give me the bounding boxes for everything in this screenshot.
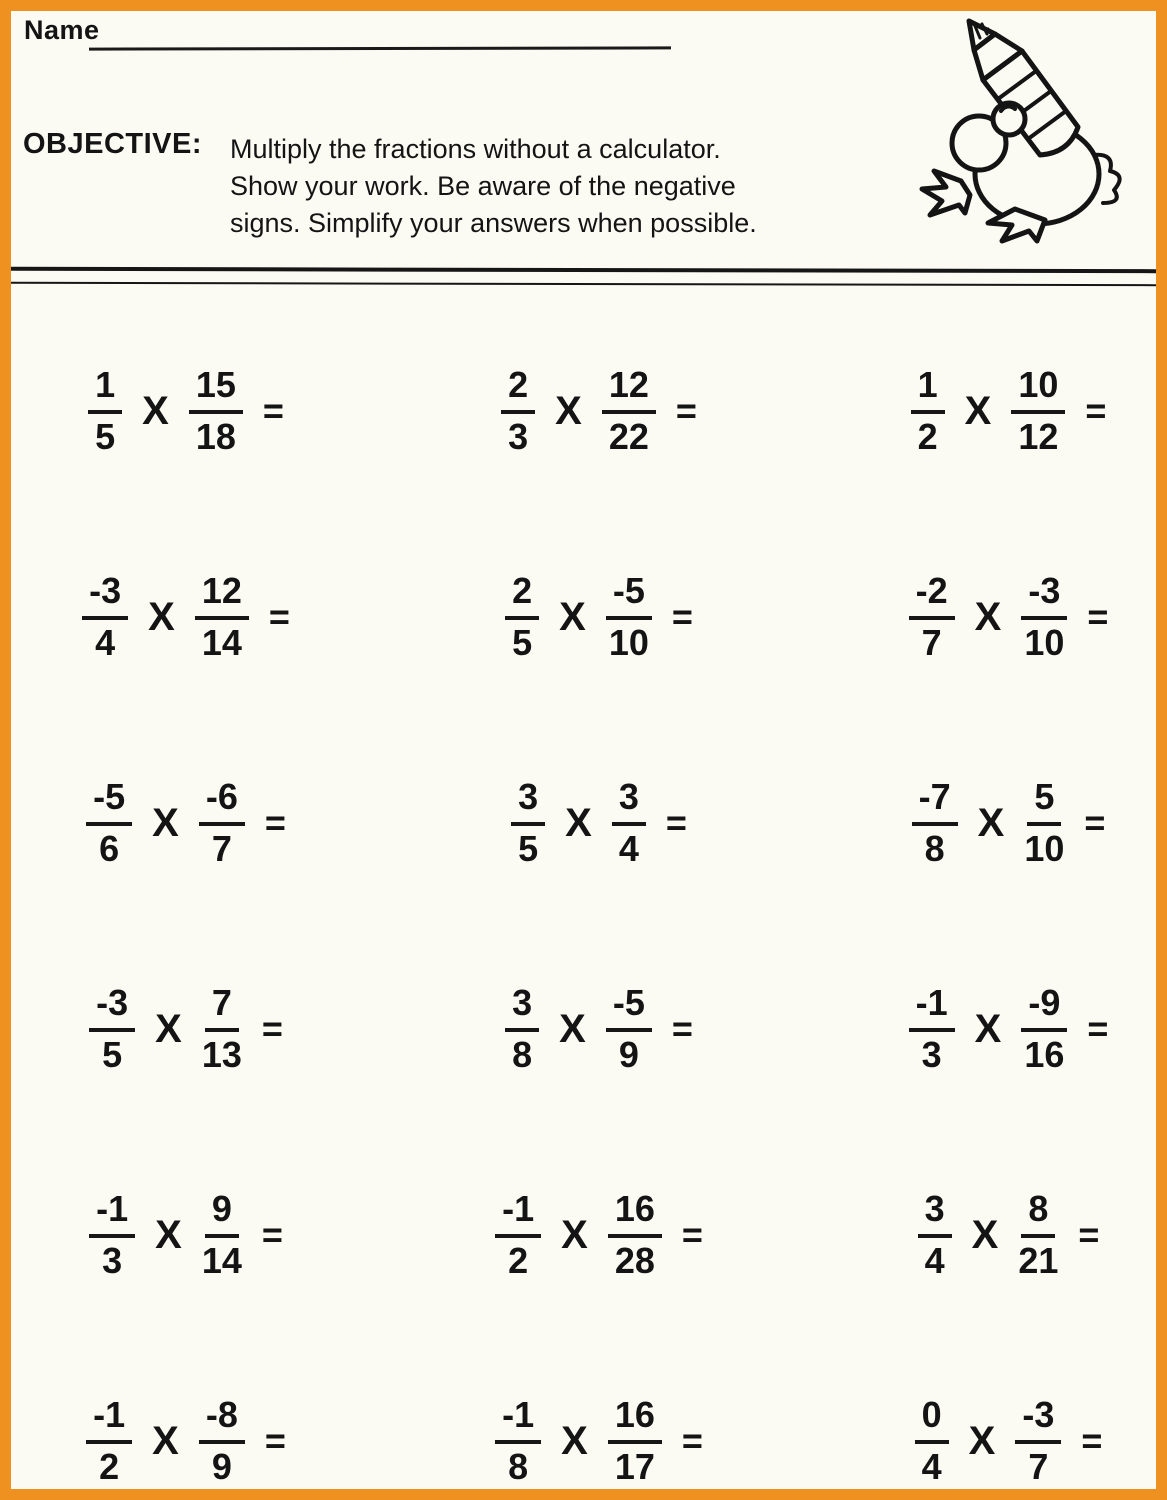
multiply-sign: X [152,800,179,845]
second-fraction [608,1393,662,1487]
denominator: 17 [614,1445,655,1487]
problem-cell [379,1341,819,1489]
denominator: 10 [608,621,649,663]
denominator: 3 [921,1033,942,1075]
multiply-sign: X [152,1418,179,1463]
denominator: 21 [1018,1239,1059,1281]
multiply-sign: X [559,1006,586,1051]
second-fraction [1021,569,1067,663]
second-fraction [199,1393,245,1487]
objective-line-3: signs. Simplify your answers when possible. [230,208,757,238]
first-fraction [909,569,955,663]
numerator: 3 [505,985,539,1032]
denominator: 4 [95,621,116,663]
numerator: -3 [82,573,128,620]
problem-cell [379,517,819,717]
header-divider-thin [11,282,1156,286]
first-fraction [511,775,545,869]
problem-cell [11,1341,361,1489]
denominator: 3 [508,415,529,457]
denominator: 7 [921,621,942,663]
multiply-sign: X [155,1212,182,1257]
equals-sign: = [1078,1214,1100,1255]
second-fraction [1011,363,1065,457]
denominator: 16 [1024,1033,1065,1075]
first-fraction [505,981,539,1075]
denominator: 5 [102,1033,123,1075]
multiply-sign: X [561,1212,588,1257]
denominator: 2 [99,1445,120,1487]
multiply-sign: X [559,594,586,639]
second-fraction [606,569,652,663]
numerator: -6 [199,779,245,826]
problem-row [11,723,1156,923]
denominator: 10 [1024,827,1065,869]
equals-sign: = [261,1008,283,1049]
first-fraction [89,1187,135,1281]
first-fraction [501,363,535,457]
first-fraction [86,1393,132,1487]
equals-sign: = [675,390,697,431]
problem-row [11,517,1156,717]
name-label: Name [24,15,100,45]
multiply-sign: X [974,594,1002,639]
equals-sign: = [261,1214,283,1255]
denominator: 2 [917,415,938,457]
equals-sign: = [1085,390,1107,431]
denominator: 22 [608,415,649,457]
second-fraction [189,363,243,457]
first-fraction [495,1187,541,1281]
numerator: -3 [89,985,135,1032]
numerator: -1 [86,1397,132,1444]
denominator: 7 [211,827,232,869]
problem-cell [379,929,819,1129]
denominator: 2 [508,1239,529,1281]
denominator: 3 [102,1239,123,1281]
numerator: 1 [88,367,122,414]
first-fraction [82,569,128,663]
objective-line-1: Multiply the fractions without a calculator. [230,134,721,164]
second-fraction [201,1187,242,1281]
second-fraction [199,775,245,869]
problem-cell [379,311,819,511]
multiply-sign: X [971,1212,999,1257]
problem-cell [11,1135,361,1335]
problem-cell [11,723,361,923]
numerator: -8 [199,1397,245,1444]
denominator: 4 [618,827,639,869]
numerator: -3 [1021,573,1067,620]
problem-cell [11,517,361,717]
equals-sign: = [671,596,693,637]
first-fraction [909,981,955,1075]
second-fraction [602,363,656,457]
objective-line-2: Show your work. Be aware of the negative [230,171,736,201]
multiply-sign: X [964,388,992,433]
problem-row [11,311,1156,511]
first-fraction [912,775,958,869]
numerator: -5 [86,779,132,826]
objective-heading: OBJECTIVE: [23,128,203,160]
denominator: 8 [508,1445,529,1487]
problem-row [11,929,1156,1129]
numerator: -7 [912,779,958,826]
multiply-sign: X [974,1006,1002,1051]
equals-sign: = [262,390,284,431]
numerator: 5 [1027,779,1061,826]
equals-sign: = [1081,1420,1103,1461]
first-fraction [86,775,132,869]
denominator: 4 [921,1445,942,1487]
equals-sign: = [681,1420,703,1461]
equals-sign: = [671,1008,693,1049]
problem-cell [831,723,1156,923]
numerator: -5 [606,573,652,620]
second-fraction [195,569,249,663]
multiply-sign: X [142,388,169,433]
numerator: -1 [89,1191,135,1238]
denominator: 9 [618,1033,639,1075]
denominator: 13 [201,1033,242,1075]
second-fraction [1021,981,1067,1075]
denominator: 6 [99,827,120,869]
denominator: 5 [95,415,116,457]
problem-cell [831,1135,1156,1335]
equals-sign: = [1087,596,1109,637]
equals-sign: = [264,1420,286,1461]
numerator: 2 [505,573,539,620]
first-fraction [911,363,945,457]
multiply-sign: X [968,1418,996,1463]
problem-row [11,1135,1156,1335]
numerator: 1 [911,367,945,414]
problem-cell [831,929,1156,1129]
equals-sign: = [268,596,290,637]
numerator: 3 [511,779,545,826]
numerator: 16 [608,1397,662,1444]
numerator: -2 [909,573,955,620]
problem-cell [11,929,361,1129]
equals-sign: = [665,802,687,843]
first-fraction [918,1187,952,1281]
second-fraction [1018,1187,1059,1281]
problem-cell [831,1341,1156,1489]
denominator: 5 [518,827,539,869]
numerator: -5 [606,985,652,1032]
problem-row [11,1341,1156,1489]
numerator: 3 [918,1191,952,1238]
multiply-sign: X [148,594,175,639]
objective-text [230,131,757,242]
second-fraction [608,1187,662,1281]
multiply-sign: X [561,1418,588,1463]
equals-sign: = [1084,802,1106,843]
problem-cell [831,517,1156,717]
denominator: 5 [512,621,533,663]
denominator: 9 [211,1445,232,1487]
numerator: 9 [205,1191,239,1238]
numerator: -1 [909,985,955,1032]
denominator: 8 [924,827,945,869]
denominator: 28 [614,1239,655,1281]
multiply-sign: X [565,800,592,845]
paper [11,11,1156,1489]
multiply-sign: X [977,800,1005,845]
second-fraction [1024,775,1065,869]
numerator: 12 [195,573,249,620]
denominator: 14 [201,621,242,663]
numerator: 15 [189,367,243,414]
second-fraction [1015,1393,1061,1487]
denominator: 10 [1024,621,1065,663]
multiply-sign: X [155,1006,182,1051]
second-fraction [201,981,242,1075]
problem-cell [379,723,819,923]
second-fraction [606,981,652,1075]
numerator: 7 [205,985,239,1032]
equals-sign: = [1087,1008,1109,1049]
denominator: 4 [924,1239,945,1281]
numerator: -3 [1015,1397,1061,1444]
problem-cell [831,311,1156,511]
first-fraction [915,1393,949,1487]
header-divider-thick [11,267,1156,273]
numerator: 0 [915,1397,949,1444]
problem-cell [11,311,361,511]
equals-sign: = [681,1214,703,1255]
numerator: 12 [602,367,656,414]
denominator: 7 [1028,1445,1049,1487]
problem-cell [379,1135,819,1335]
bird-with-pencil-illustration [917,11,1132,246]
multiply-sign: X [555,388,582,433]
denominator: 8 [512,1033,533,1075]
equals-sign: = [264,802,286,843]
denominator: 12 [1018,415,1059,457]
denominator: 18 [195,415,236,457]
first-fraction [495,1393,541,1487]
numerator: 8 [1021,1191,1055,1238]
denominator: 14 [201,1239,242,1281]
first-fraction [505,569,539,663]
numerator: -9 [1021,985,1067,1032]
second-fraction [612,775,646,869]
first-fraction [88,363,122,457]
first-fraction [89,981,135,1075]
numerator: 2 [501,367,535,414]
numerator: -1 [495,1191,541,1238]
numerator: 16 [608,1191,662,1238]
numerator: 3 [612,779,646,826]
name-blank-line [89,46,671,50]
numerator: -1 [495,1397,541,1444]
numerator: 10 [1011,367,1065,414]
